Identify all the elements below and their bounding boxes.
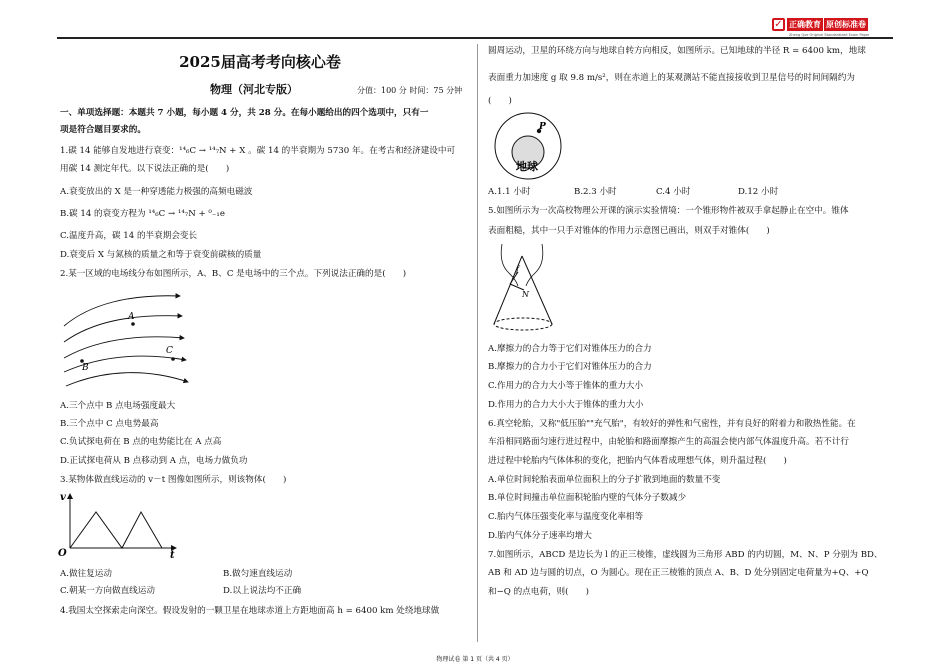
section-heading-line1: 一、单项选择题：本题共 7 小题，每小题 4 分，共 28 分。在每小题给出的四个选项中，只有一 bbox=[60, 108, 429, 118]
q3-option-c: C.朝某一方向做直线运动 bbox=[60, 586, 155, 596]
q6-stem-line2: 车沿相同路面匀速行进过程中，由轮胎和路面摩擦产生的高温会使内部气体温度升高。若不计行 bbox=[488, 437, 849, 447]
label-a: A bbox=[128, 312, 135, 322]
point-c bbox=[171, 357, 175, 361]
velocity-line bbox=[70, 512, 162, 548]
q4-option-c: C.4 小时 bbox=[656, 187, 691, 197]
q1-stem-line2: 用碳 14 测定年代。以下说法正确的是( ) bbox=[60, 164, 230, 174]
q2-option-c: C.负试探电荷在 B 点的电势能比在 A 点高 bbox=[60, 437, 222, 447]
label-v: v bbox=[60, 492, 66, 503]
q3-option-b: B.做匀速直线运动 bbox=[223, 569, 293, 579]
check-icon: ✓ bbox=[772, 18, 785, 31]
vt-graph bbox=[58, 490, 183, 560]
q6-option-c: C.胎内气体压强变化率与温度变化率相等 bbox=[488, 512, 644, 522]
q5-stem-line1: 5.如图所示为一次高校物理公开课的演示实验情境：一个锥形物件被双手拿起静止在空中。锥体 bbox=[488, 206, 849, 216]
brand-badge bbox=[772, 17, 894, 32]
q2-option-a: A.三个点中 B 点电场强度最大 bbox=[60, 401, 176, 411]
q7-stem-line1: 7.如图所示，ABCD 是边长为 l 的正三棱锥，虚线圆为三角形 ABD 的内切圆，M、N、P 分别为 BD、 bbox=[488, 550, 883, 560]
page-title: 2025届高考考向核心卷 bbox=[179, 53, 341, 71]
q2-option-b: B.三个点中 C 点电势最高 bbox=[60, 419, 159, 429]
q3-option-d: D.以上说法均不正确 bbox=[223, 586, 302, 596]
q1-option-b: B.碳 14 的衰变方程为 ¹⁴₆C → ¹⁴₇N + ⁰₋₁e bbox=[60, 209, 225, 219]
point-a bbox=[131, 322, 135, 326]
column-divider bbox=[477, 44, 478, 642]
q4-stem-line4: ( ) bbox=[488, 96, 512, 106]
earth-satellite-figure bbox=[493, 111, 563, 181]
field-line-2 bbox=[64, 316, 182, 342]
exam-meta: 分值：100 分 时间：75 分钟 bbox=[357, 86, 463, 95]
brand-name: 正确教育 bbox=[789, 20, 821, 29]
q4-stem-line1: 4.我国太空探索走向深空。假设发射的一颗卫星在地球赤道上方距地面高 h = 6400 km 处绕地球做 bbox=[60, 606, 440, 616]
q7-stem-line3: 和−Q 的点电荷，则( ) bbox=[488, 587, 590, 597]
q5-stem-line2: 表面粗糙，其中一只手对锥体的作用力示意图已画出，则双手对锥体( ) bbox=[488, 226, 770, 236]
section-heading-line2: 项是符合题目要求的。 bbox=[60, 125, 146, 135]
q4-option-b: B.2.3 小时 bbox=[574, 187, 617, 197]
cone-base bbox=[494, 318, 552, 330]
right-hand bbox=[526, 244, 543, 286]
label-c: C bbox=[166, 346, 173, 356]
q6-stem-line1: 6.真空轮胎，又称"低压胎""充气胎"，有较好的弹性和气密性，并有良好的附着力和散热性能。在 bbox=[488, 419, 856, 429]
page-footer: 物理试卷 第 1 页（共 4 页） bbox=[436, 656, 514, 663]
label-t: t bbox=[170, 550, 175, 560]
brand-tag: 原创标准卷 bbox=[826, 20, 866, 29]
q4-option-a: A.1.1 小时 bbox=[488, 187, 531, 197]
label-origin: O bbox=[58, 548, 67, 559]
field-line-1 bbox=[64, 296, 180, 326]
q2-option-d: D.正试探电荷从 B 点移动到 A 点，电场力做负功 bbox=[60, 456, 248, 466]
q6-option-b: B.单位时间撞击单位面积轮胎内壁的气体分子数减少 bbox=[488, 493, 687, 503]
q5-option-a: A.摩擦力的合力等于它们对锥体压力的合力 bbox=[488, 344, 652, 354]
q6-stem-line3: 进过程中轮胎内气体体积的变化，把胎内气体看成理想气体，则升温过程( ) bbox=[488, 456, 787, 466]
q5-option-d: D.作用力的合力大小大于锥体的重力大小 bbox=[488, 400, 644, 410]
q1-stem-line1: 1.碳 14 能够自发地进行衰变：¹⁴₆C → ¹⁴₇N + X 。碳 14 的半衰期为 5730 年。在考古和经济建设中可 bbox=[60, 146, 456, 156]
q6-option-d: D.胎内气体分子速率均增大 bbox=[488, 531, 592, 541]
brand-subtitle: Zheng Que Original Standardized Exam Paper bbox=[789, 33, 870, 37]
header-rule bbox=[57, 37, 893, 39]
q1-option-a: A.衰变放出的 X 是一种穿透能力极强的高频电磁波 bbox=[60, 187, 253, 197]
cone-hands-figure bbox=[488, 242, 558, 336]
q4-option-d: D.12 小时 bbox=[738, 187, 779, 197]
q3-option-a: A.做往复运动 bbox=[60, 569, 112, 579]
q3-stem: 3.某物体做直线运动的 v－t 图像如图所示，则该物体( ) bbox=[60, 475, 287, 485]
q6-option-a: A.单位时间轮胎表面单位面积上的分子扩散到地面的数量不变 bbox=[488, 475, 721, 485]
q5-option-b: B.摩擦力的合力小于它们对锥体压力的合力 bbox=[488, 362, 652, 372]
q1-option-c: C.温度升高，碳 14 的半衰期会变长 bbox=[60, 231, 198, 241]
q5-option-c: C.作用力的合力大小等于锥体的重力大小 bbox=[488, 381, 644, 391]
field-lines-figure bbox=[60, 286, 200, 391]
label-b: B bbox=[82, 363, 89, 373]
earth-label: 地球 bbox=[516, 160, 538, 173]
label-p: P bbox=[539, 122, 546, 132]
q1-option-d: D.衰变后 X 与氮核的质量之和等于衰变前碳核的质量 bbox=[60, 250, 262, 260]
field-line-5 bbox=[66, 373, 188, 386]
label-f: f bbox=[516, 265, 519, 274]
q2-stem: 2.某一区域的电场线分布如图所示，A、B、C 是电场中的三个点。下列说法正确的是( ) bbox=[60, 269, 407, 279]
q7-stem-line2: AB 和 AD 边与圆的切点，O 为圆心。现在正三棱锥的顶点 A、B、D 处分别固定电荷量为+Q、+Q bbox=[488, 568, 869, 578]
page-subtitle: 物理（河北专版） bbox=[210, 83, 298, 96]
q4-stem-line2: 圆周运动，卫星的环绕方向与地球自转方向相反，如图所示。已知地球的半径 R = 6400 km，地球 bbox=[488, 46, 866, 56]
q4-stem-line3: 表面重力加速度 g 取 9.8 m/s²，则在赤道上的某观测站不能直接接收到卫星信号的时间间隔约为 bbox=[488, 73, 855, 83]
label-n: N bbox=[522, 290, 529, 299]
